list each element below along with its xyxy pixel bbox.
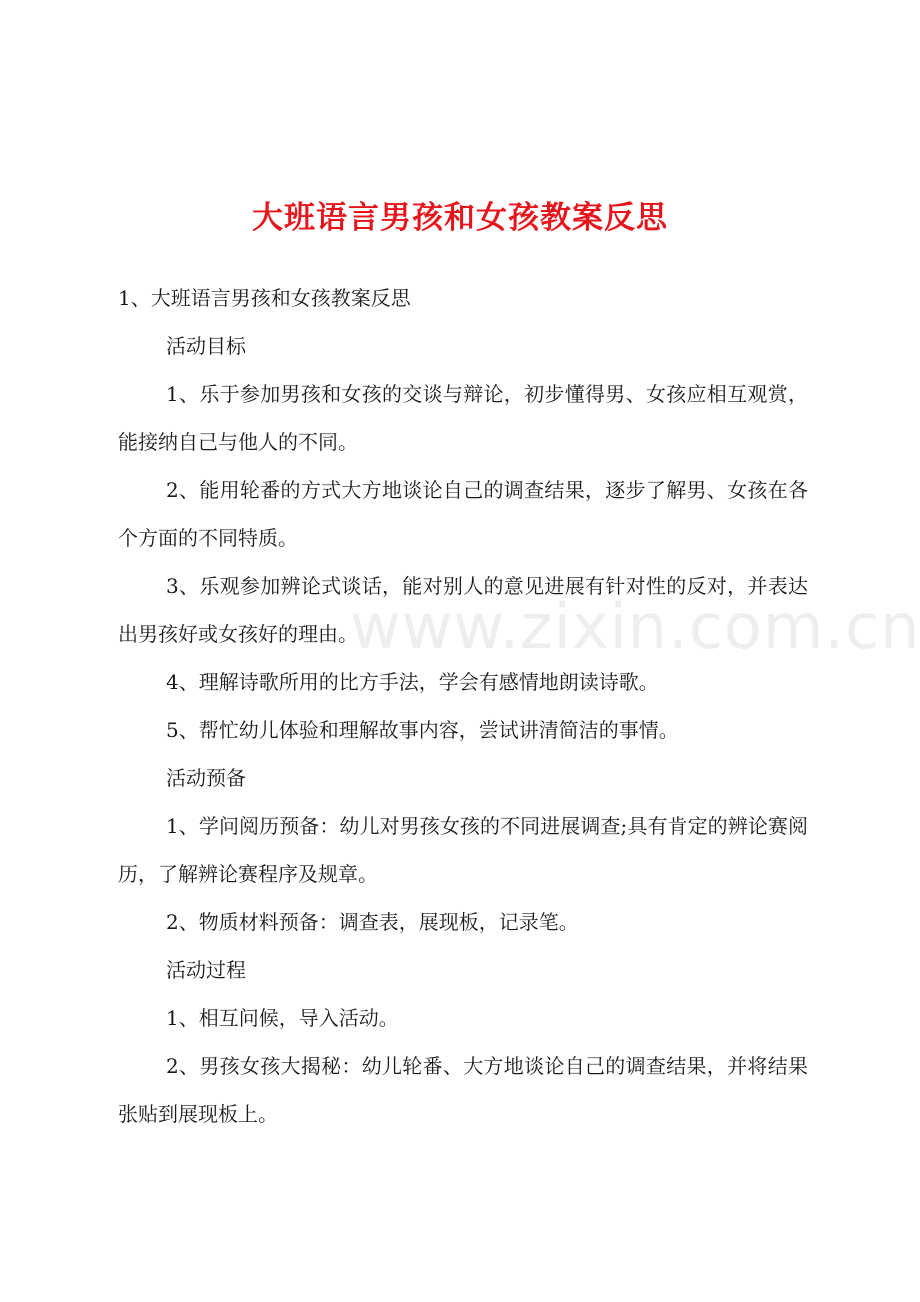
subheading-preparation: 活动预备: [166, 766, 246, 790]
paragraph: 1、乐于参加男孩和女孩的交谈与辩论，初步懂得男、女孩应相互观赏，能接纳自己与他人的不同。: [118, 382, 808, 454]
watermark: www.zixin.com.cn: [350, 590, 920, 663]
paragraph: 1、相互问候，导入活动。: [166, 1006, 399, 1030]
paragraph: 2、男孩女孩大揭秘：幼儿轮番、大方地谈论自己的调查结果，并将结果张贴到展现板上。: [118, 1054, 808, 1126]
section-heading: 1、大班语言男孩和女孩教案反思: [118, 286, 411, 310]
subheading-process: 活动过程: [166, 958, 246, 982]
document-title: 大班语言男孩和女孩教案反思: [252, 200, 668, 236]
subheading-goals: 活动目标: [166, 334, 246, 358]
document-body: [118, 274, 808, 1138]
paragraph: 5、帮忙幼儿体验和理解故事内容，尝试讲清简洁的事情。: [166, 718, 679, 742]
paragraph: 4、理解诗歌所用的比方手法，学会有感情地朗读诗歌。: [166, 670, 659, 694]
paragraph: 3、乐观参加辨论式谈话，能对别人的意见进展有针对性的反对，并表达出男孩好或女孩好的理由。: [118, 574, 808, 646]
paragraph: 1、学问阅历预备：幼儿对男孩女孩的不同进展调查;具有肯定的辨论赛阅历，了解辨论赛程序及规章。: [118, 814, 808, 886]
paragraph: 2、物质材料预备：调查表，展现板，记录笔。: [166, 910, 579, 934]
paragraph: 2、能用轮番的方式大方地谈论自己的调查结果，逐步了解男、女孩在各个方面的不同特质。: [118, 478, 808, 550]
